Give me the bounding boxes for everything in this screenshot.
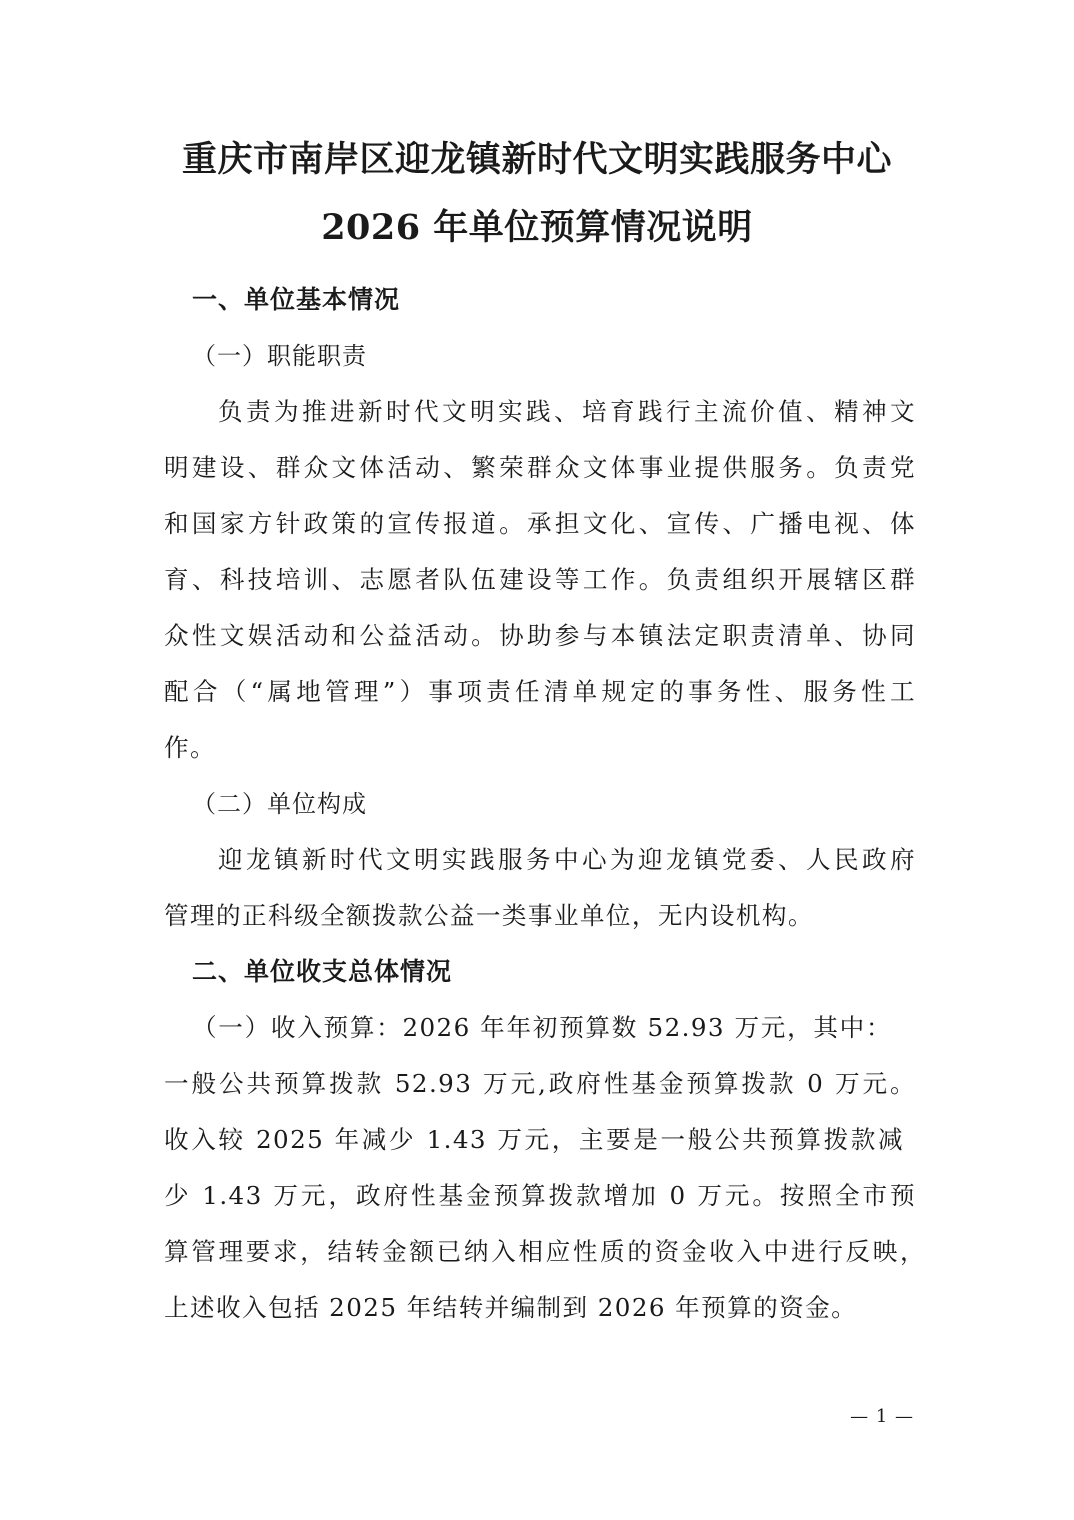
paragraph-line: （一）收入预算：2026 年年初预算数 52.93 万元，其中： <box>192 1013 892 1042</box>
paragraph-line: 众性文娱活动和公益活动。协助参与本镇法定职责清单、协同 <box>164 621 916 650</box>
section-heading-income-expense: 二、单位收支总体情况 <box>192 957 453 986</box>
document-title-line-2: 2026 年单位预算情况说明 <box>321 207 753 248</box>
paragraph-line: 上述收入包括 2025 年结转并编制到 2026 年预算的资金。 <box>164 1293 858 1322</box>
paragraph-line: 迎龙镇新时代文明实践服务中心为迎龙镇党委、人民政府 <box>218 845 916 874</box>
paragraph-line: 负责为推进新时代文明实践、培育践行主流价值、精神文 <box>218 397 916 426</box>
document-title-line-1: 重庆市南岸区迎龙镇新时代文明实践服务中心 <box>181 139 892 180</box>
paragraph-line: 收入较 2025 年减少 1.43 万元，主要是一般公共预算拨款减 <box>164 1125 904 1154</box>
paragraph-line: 一般公共预算拨款 52.93 万元,政府性基金预算拨款 0 万元。 <box>164 1069 916 1098</box>
section-heading-basic-info: 一、单位基本情况 <box>192 285 401 314</box>
page-number: — 1 — <box>850 1406 914 1427</box>
paragraph-line: 和国家方针政策的宣传报道。承担文化、宣传、广播电视、体 <box>164 509 916 538</box>
paragraph-line: 算管理要求，结转金额已纳入相应性质的资金收入中进行反映， <box>164 1237 926 1266</box>
subsection-heading-duties: （一）职能职责 <box>192 342 367 370</box>
paragraph-line: 明建设、群众文体活动、繁荣群众文体事业提供服务。负责党 <box>164 453 916 482</box>
paragraph-line: 配合（“属地管理”）事项责任清单规定的事务性、服务性工 <box>164 677 916 706</box>
paragraph-line: 管理的正科级全额拨款公益一类事业单位，无内设机构。 <box>164 901 814 930</box>
subsection-heading-composition: （二）单位构成 <box>192 790 367 818</box>
paragraph-line: 作。 <box>164 733 216 762</box>
paragraph-line: 育、科技培训、志愿者队伍建设等工作。负责组织开展辖区群 <box>164 565 916 594</box>
paragraph-line: 少 1.43 万元，政府性基金预算拨款增加 0 万元。按照全市预 <box>164 1181 916 1210</box>
